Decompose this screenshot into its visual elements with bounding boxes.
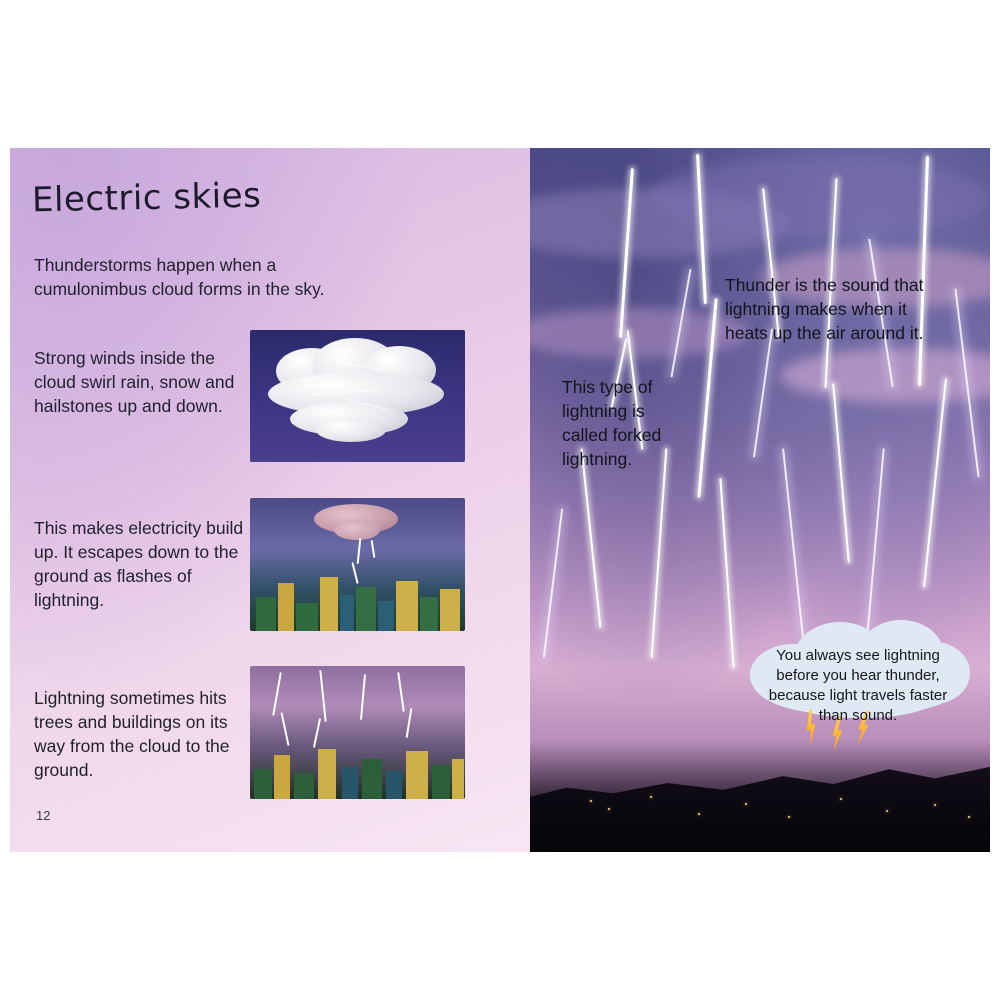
- cloud-callout: [742, 618, 972, 740]
- page-title: [32, 176, 262, 221]
- book-spread: [10, 148, 990, 852]
- paragraph-intro: Thunderstorms happen when a cumulonimbus cloud forms in the sky.: [34, 255, 325, 299]
- lightning-over-city-illustration: [250, 498, 465, 631]
- cloud-callout-text: You always see lightning before you hear thunder, because light travels faster than sound.: [768, 647, 948, 724]
- page-number: 12: [36, 808, 51, 823]
- caption-forked-lightning: This type of lightning is called forked lightning.: [562, 377, 662, 469]
- forked-lightning-city-illustration: [250, 666, 465, 799]
- left-page: [10, 148, 530, 852]
- paragraph-electricity: This makes electricity build up. It escapes down to the ground as flashes of lightning.: [34, 518, 244, 610]
- page-title-text: Electric skies: [31, 175, 262, 221]
- storm-photograph: [530, 148, 990, 852]
- paragraph-winds: Strong winds inside the cloud swirl rain, snow and hailstones up and down.: [34, 348, 235, 416]
- paragraph-lightning: Lightning sometimes hits trees and buildings on its way from the cloud to the ground.: [34, 688, 230, 780]
- hill-silhouette: [530, 737, 990, 852]
- caption-thunder: Thunder is the sound that lightning makes when it heats up the air around it.: [725, 275, 924, 343]
- cumulonimbus-cloud-illustration: [250, 330, 465, 462]
